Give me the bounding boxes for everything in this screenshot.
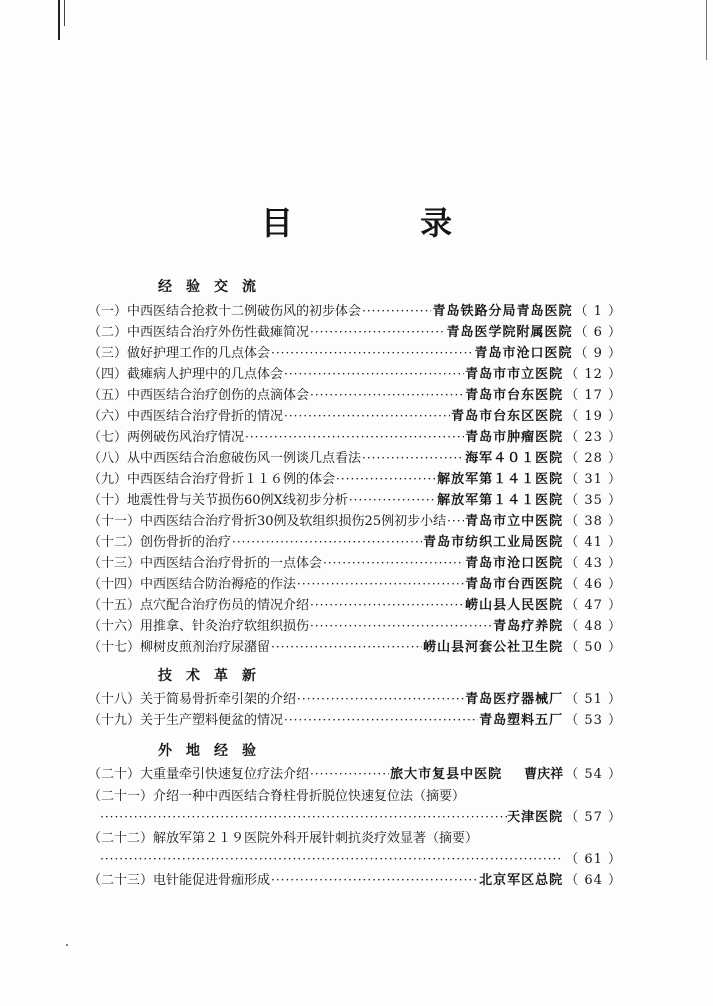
entry-page: （ 12 ） bbox=[565, 367, 622, 382]
entry-title: 中西医结合治疗骨折的情况 bbox=[127, 409, 284, 424]
entry-number: （十六） bbox=[88, 619, 141, 634]
entry-source: 青岛塑料五厂 bbox=[479, 713, 564, 728]
toc-entry[interactable] bbox=[88, 471, 622, 488]
scan-edge-mark bbox=[706, 0, 707, 60]
entry-page: （ 43 ） bbox=[565, 556, 622, 571]
dot-leader bbox=[100, 809, 507, 826]
toc-entry[interactable] bbox=[88, 513, 622, 530]
entry-source: 青岛市台西医院 bbox=[465, 577, 564, 592]
entry-page: （ 57 ） bbox=[565, 810, 622, 825]
toc-entry[interactable] bbox=[88, 766, 622, 783]
entry-number: （二十） bbox=[88, 767, 141, 782]
entry-number: （二） bbox=[88, 325, 128, 340]
entry-number: （十三） bbox=[88, 556, 141, 571]
dot-leader bbox=[284, 712, 478, 729]
entry-number: （十一） bbox=[88, 514, 141, 529]
entry-page: （ 28 ） bbox=[565, 451, 622, 466]
entry-title: 大重量牵引快速复位疗法介绍 bbox=[140, 767, 310, 782]
entry-page: （ 46 ） bbox=[565, 577, 622, 592]
entry-title: 创伤骨折的治疗 bbox=[140, 535, 232, 550]
entry-number: （五） bbox=[88, 388, 128, 403]
entry-source: 青岛铁路分局青岛医院 bbox=[432, 304, 573, 319]
entry-page: （ 53 ） bbox=[565, 713, 622, 728]
dot-leader bbox=[310, 324, 445, 341]
entry-page: （ 9 ） bbox=[574, 346, 622, 361]
entry-title: 介绍一种中西医结合脊柱骨折脱位快速复位法（摘要） bbox=[153, 789, 466, 804]
section-heading: 外地经验 bbox=[158, 743, 270, 759]
entry-title: 从中西医结合治愈破伤风一例谈几点看法 bbox=[127, 451, 362, 466]
toc-entry[interactable] bbox=[88, 830, 622, 847]
entry-page: （ 47 ） bbox=[565, 598, 622, 613]
entry-source: 青岛市肿瘤医院 bbox=[465, 430, 564, 445]
entry-source: 青岛市台东医院 bbox=[465, 388, 564, 403]
entry-number: （四） bbox=[88, 367, 128, 382]
dot-leader bbox=[297, 691, 464, 708]
dot-leader bbox=[100, 851, 563, 868]
entry-title: 中西医结合抢救十二例破伤风的初步体会 bbox=[127, 304, 362, 319]
toc-entry[interactable] bbox=[88, 691, 622, 708]
entry-number: （十五） bbox=[88, 598, 141, 613]
entry-page: （ 48 ） bbox=[565, 619, 622, 634]
dot-leader bbox=[310, 766, 389, 783]
entry-title: 用推拿、针灸治疗软组织损伤 bbox=[140, 619, 310, 634]
entry-title: 电针能促进骨痂形成 bbox=[153, 873, 271, 888]
section-heading: 经验交流 bbox=[158, 279, 270, 295]
entry-source: 青岛市沧口医院 bbox=[465, 556, 564, 571]
entry-title: 中西医结合治疗外伤性截瘫简况 bbox=[127, 325, 310, 340]
entry-source: 青岛疗养院 bbox=[493, 619, 564, 634]
scan-edge-mark bbox=[64, 0, 65, 26]
entry-source: 解放军第１４１医院 bbox=[437, 493, 564, 508]
entry-source: 青岛市立中医院 bbox=[465, 514, 564, 529]
entry-page: （ 31 ） bbox=[565, 472, 622, 487]
toc-entry-continuation[interactable] bbox=[100, 851, 622, 868]
toc-entry[interactable] bbox=[88, 366, 622, 383]
entry-number: （三） bbox=[88, 346, 128, 361]
entry-number: （十七） bbox=[88, 640, 141, 655]
entry-title: 两例破伤风治疗情况 bbox=[127, 430, 245, 445]
entry-title: 中西医结合防治褥疮的作法 bbox=[140, 577, 297, 592]
entry-source: 青岛市台东区医院 bbox=[451, 409, 564, 424]
toc-entry[interactable] bbox=[88, 429, 622, 446]
entry-source: 解放军第１４１医院 bbox=[437, 472, 564, 487]
entry-page: （ 61 ） bbox=[565, 852, 622, 867]
dot-leader bbox=[310, 387, 464, 404]
entry-number: （七） bbox=[88, 430, 128, 445]
entry-title: 做好护理工作的几点体会 bbox=[127, 346, 271, 361]
entry-source: 北京军区总院 bbox=[479, 873, 564, 888]
entry-number: （二十一） bbox=[88, 789, 154, 804]
toc-entry[interactable] bbox=[88, 345, 622, 362]
toc-entry[interactable] bbox=[88, 712, 622, 729]
entry-source: 青岛市沧口医院 bbox=[474, 346, 573, 361]
dot-leader bbox=[297, 576, 464, 593]
entry-number: （十八） bbox=[88, 692, 141, 707]
dot-leader bbox=[310, 618, 492, 635]
dot-leader bbox=[323, 555, 464, 572]
dot-leader bbox=[447, 513, 464, 530]
dot-leader bbox=[284, 366, 464, 383]
entry-source: 青岛市纺织工业局医院 bbox=[423, 535, 564, 550]
entry-title: 中西医结合治疗创伤的点滴体会 bbox=[127, 388, 310, 403]
entry-title: 中西医结合治疗骨折１１６例的体会 bbox=[127, 472, 336, 487]
entry-page: （ 50 ） bbox=[565, 640, 622, 655]
entry-page: （ 23 ） bbox=[565, 430, 622, 445]
entry-title: 中西医结合治疗骨折的一点体会 bbox=[140, 556, 323, 571]
dot-leader bbox=[349, 492, 436, 509]
entry-page: （ 1 ） bbox=[574, 304, 622, 319]
entry-page: （ 51 ） bbox=[565, 692, 622, 707]
entry-page: （ 54 ） bbox=[565, 767, 622, 782]
dot-leader bbox=[271, 639, 422, 656]
entry-number: （六） bbox=[88, 409, 128, 424]
scan-speck bbox=[66, 944, 68, 946]
toc-entry[interactable] bbox=[88, 639, 622, 656]
toc-entry[interactable] bbox=[88, 555, 622, 572]
toc-entry[interactable] bbox=[88, 788, 622, 805]
entry-number: （二十二） bbox=[88, 831, 154, 846]
dot-leader bbox=[245, 429, 464, 446]
dot-leader bbox=[362, 303, 431, 320]
toc-entry[interactable] bbox=[88, 492, 622, 509]
entry-source: 青岛市市立医院 bbox=[465, 367, 564, 382]
toc-entry[interactable] bbox=[88, 324, 622, 341]
entry-page: （ 17 ） bbox=[565, 388, 622, 403]
dot-leader bbox=[362, 450, 464, 467]
entry-title: 截瘫病人护理中的几点体会 bbox=[127, 367, 284, 382]
dot-leader bbox=[271, 345, 473, 362]
toc-entry[interactable] bbox=[88, 450, 622, 467]
section-heading: 技术革新 bbox=[158, 668, 270, 684]
entry-title: 地震性骨与关节损伤60例X线初步分析 bbox=[127, 493, 348, 508]
entry-page: （ 6 ） bbox=[574, 325, 622, 340]
toc-entry[interactable] bbox=[88, 534, 622, 551]
toc-entry[interactable] bbox=[88, 387, 622, 404]
dot-leader bbox=[310, 597, 464, 614]
entry-number: （十九） bbox=[88, 713, 141, 728]
entry-number: （十四） bbox=[88, 577, 141, 592]
entry-title: 中西医结合治疗骨折30例及软组织损伤25例初步小结 bbox=[140, 514, 447, 529]
toc-entry[interactable] bbox=[88, 872, 622, 889]
entry-source: 天津医院 bbox=[507, 810, 564, 825]
entry-number: （十） bbox=[88, 493, 128, 508]
entry-page: （ 64 ） bbox=[565, 873, 622, 888]
entry-page: （ 19 ） bbox=[565, 409, 622, 424]
entry-number: （二十三） bbox=[88, 873, 154, 888]
entry-number: （一） bbox=[88, 304, 128, 319]
toc-entry[interactable] bbox=[88, 576, 622, 593]
entry-source: 青岛医疗器械厂 bbox=[465, 692, 564, 707]
entry-page: （ 38 ） bbox=[565, 514, 622, 529]
dot-leader bbox=[336, 471, 436, 488]
entry-source: 海军４０１医院 bbox=[465, 451, 564, 466]
toc-entry[interactable] bbox=[88, 408, 622, 425]
toc-entry[interactable] bbox=[88, 303, 622, 320]
entry-source: 崂山县河套公社卫生院 bbox=[423, 640, 564, 655]
entry-number: （八） bbox=[88, 451, 128, 466]
entry-title: 柳树皮煎剂治疗尿潴留 bbox=[140, 640, 271, 655]
toc-entry[interactable] bbox=[88, 597, 622, 614]
toc-entry[interactable] bbox=[88, 618, 622, 635]
dot-leader bbox=[232, 534, 422, 551]
dot-leader bbox=[284, 408, 450, 425]
entry-title: 点穴配合治疗伤员的情况介绍 bbox=[140, 598, 310, 613]
entry-title: 关于生产塑料便盆的情况 bbox=[140, 713, 284, 728]
entry-author: 曹庆祥 bbox=[524, 767, 564, 782]
toc-entry-continuation[interactable] bbox=[100, 809, 622, 826]
entry-number: （十二） bbox=[88, 535, 141, 550]
entry-page: （ 41 ） bbox=[565, 535, 622, 550]
entry-source: 崂山县人民医院 bbox=[465, 598, 564, 613]
entry-page: （ 35 ） bbox=[565, 493, 622, 508]
dot-leader bbox=[271, 872, 478, 889]
entry-title: 解放军第２１９医院外科开展针刺抗炎疗效显著（摘要） bbox=[153, 831, 479, 846]
page-title: 目 录 bbox=[260, 204, 511, 242]
entry-source: 青岛医学院附属医院 bbox=[446, 325, 573, 340]
entry-number: （九） bbox=[88, 472, 128, 487]
entry-source: 旅大市复县中医院 bbox=[390, 767, 503, 782]
scan-edge-mark bbox=[58, 0, 60, 40]
entry-title: 关于简易骨折牵引架的介绍 bbox=[140, 692, 297, 707]
